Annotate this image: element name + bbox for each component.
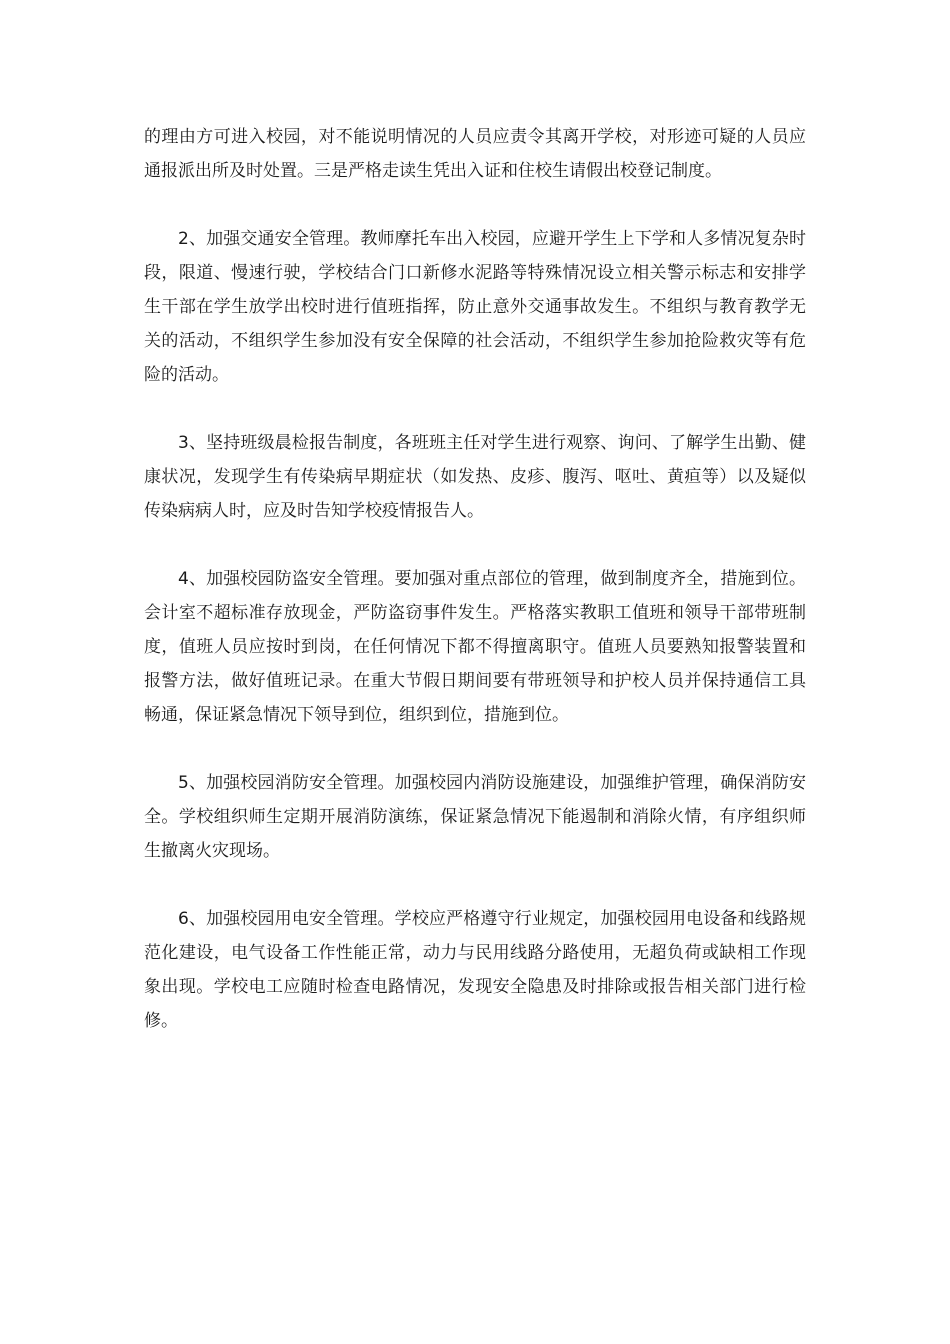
paragraph-theft-prevention: 4、加强校园防盗安全管理。要加强对重点部位的管理，做到制度齐全，措施到位。会计室不超标准存放现金，严防盗窃事件发生。严格落实教职工值班和领导干部带班制度，值班人员应按时到岗，在任何情况下都不得擅离职守。值班人员要熟知报警装置和报警方法，做好值班记录。在重大节假日期间要有带班领导和护校人员并保持通信工具畅通，保证紧急情况下领导到位，组织到位，措施到位。 [144, 569, 806, 725]
document-page [144, 120, 806, 1038]
paragraph-gap [144, 868, 806, 902]
paragraph-gap [144, 188, 806, 222]
paragraph-continuation: 的理由方可进入校园，对不能说明情况的人员应责令其离开学校，对形迹可疑的人员应通报派出所及时处置。三是严格走读生凭出入证和住校生请假出校登记制度。 [144, 127, 806, 181]
paragraph-gap [144, 392, 806, 426]
paragraph-electrical-safety: 6、加强校园用电安全管理。学校应严格遵守行业规定，加强校园用电设备和线路规范化建设，电气设备工作性能正常，动力与民用线路分路使用，无超负荷或缺相工作现象出现。学校电工应随时检查电路情况，发现安全隐患及时排除或报告相关部门进行检修。 [144, 909, 806, 1031]
paragraph-gap [144, 732, 806, 766]
paragraph-gap [144, 528, 806, 562]
paragraph-traffic-safety: 2、加强交通安全管理。教师摩托车出入校园，应避开学生上下学和人多情况复杂时段，限道、慢速行驶，学校结合门口新修水泥路等特殊情况设立相关警示标志和安排学生干部在学生放学出校时进行值班指挥，防止意外交通事故发生。不组织与教育教学无关的活动，不组织学生参加没有安全保障的社会活动，不组织学生参加抢险救灾等有危险的活动。 [144, 229, 806, 385]
paragraph-fire-safety: 5、加强校园消防安全管理。加强校园内消防设施建设，加强维护管理，确保消防安全。学校组织师生定期开展消防演练，保证紧急情况下能遏制和消除火情，有序组织师生撤离火灾现场。 [144, 773, 806, 861]
paragraph-morning-check: 3、坚持班级晨检报告制度，各班班主任对学生进行观察、询问、了解学生出勤、健康状况，发现学生有传染病早期症状（如发热、皮疹、腹泻、呕吐、黄疸等）以及疑似传染病病人时，应及时告知学校疫情报告人。 [144, 433, 806, 521]
